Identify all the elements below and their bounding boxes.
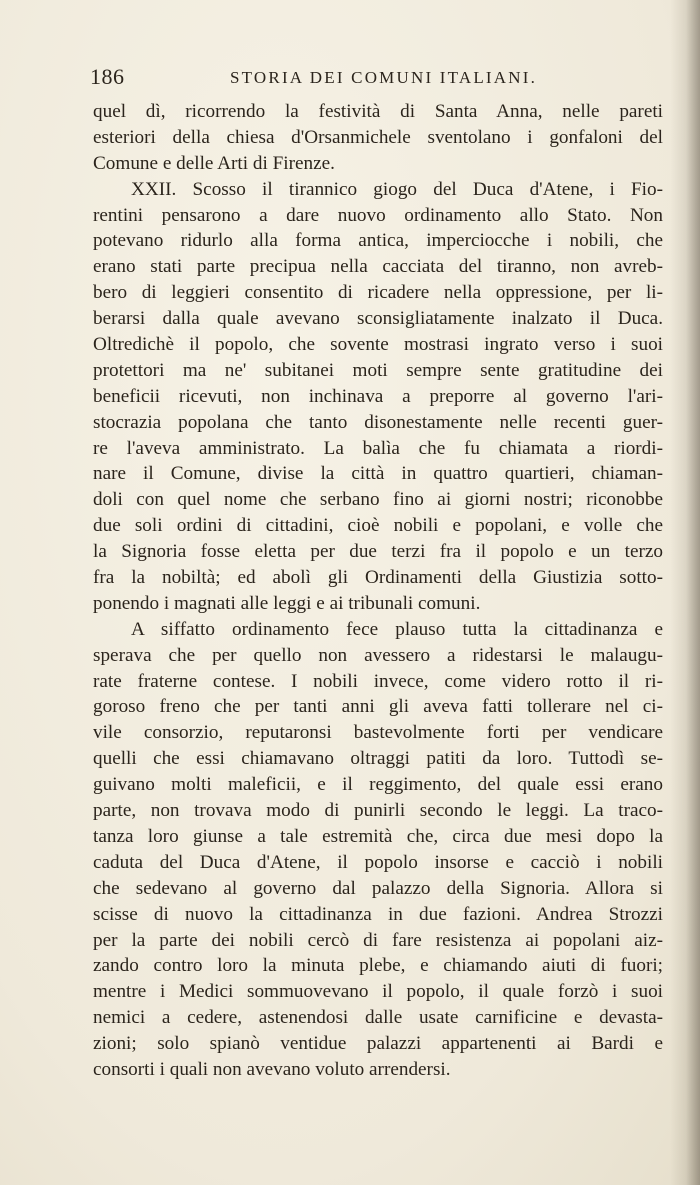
- running-head: [90, 64, 660, 94]
- text-line: guivano molti maleficii, e il reggimento, del quale essi erano: [93, 774, 663, 796]
- text-line: potevano ridurlo alla forma antica, imperciocche i nobili, che: [93, 230, 663, 252]
- text-line: la Signoria fosse eletta per due terzi fra il popolo e un terzo: [93, 541, 663, 563]
- text-line: Comune e delle Arti di Firenze.: [93, 152, 335, 174]
- text-line: berarsi dalla quale avevano sconsigliatamente inalzato il Duca.: [93, 308, 663, 330]
- text-line: stocrazia popolana che tanto disonestamente nelle recenti guer-: [93, 411, 663, 433]
- text-line: vile consorzio, reputaronsi bastevolmente forti per vendicare: [93, 722, 663, 744]
- text-line: quel dì, ricorrendo la festività di Santa Anna, nelle pareti: [93, 101, 663, 122]
- text-line: parte, non trovava modo di punirli secondo le leggi. La traco-: [93, 800, 663, 822]
- text-line: beneficii ricevuti, non inchinava a preporre al governo l'ari-: [93, 385, 663, 407]
- text-line: goroso freno che per tanti anni gli aveva fatti tollerare nel ci-: [93, 696, 663, 718]
- text-line: zando contro loro la minuta plebe, e chiamando aiuti di fuori;: [93, 955, 663, 977]
- text-line: esteriori della chiesa d'Orsanmichele sventolano i gonfaloni del: [93, 126, 663, 148]
- page-number: 186: [90, 64, 125, 89]
- text-line: XXII. Scosso il tirannico giogo del Duca d'Atene, i Fio-: [131, 178, 663, 200]
- text-line: erano stati parte precipua nella cacciata del tiranno, non avreb-: [93, 256, 663, 278]
- text-line: consorti i quali non avevano voluto arrendersi.: [93, 1058, 451, 1080]
- running-title: STORIA DEI COMUNI ITALIANI.: [230, 68, 538, 87]
- text-line: fra la nobiltà; ed abolì gli Ordinamenti della Giustizia sotto-: [93, 567, 663, 589]
- text-line: sperava che per quello non avessero a ridestarsi le malaugu-: [93, 644, 663, 666]
- text-line: scisse di nuovo la cittadinanza in due fazioni. Andrea Strozzi: [93, 903, 663, 925]
- text-line: A siffatto ordinamento fece plauso tutta la cittadinanza e: [131, 618, 663, 640]
- text-line: caduta del Duca d'Atene, il popolo insorse e cacciò i nobili: [93, 851, 663, 873]
- text-line: Oltredichè il popolo, che sovente mostrasi ingrato verso i suoi: [93, 334, 663, 356]
- text-line: due soli ordini di cittadini, cioè nobili e popolani, e volle che: [93, 515, 663, 537]
- text-line: tanza loro giunse a tale estremità che, circa due mesi dopo la: [93, 825, 663, 847]
- text-line: rate fraterne contese. I nobili invece, come videro rotto il ri-: [93, 670, 663, 692]
- body-text: [93, 99, 663, 1083]
- text-line: nemici a cedere, astenendosi dalle usate carnificine e devasta-: [93, 1007, 663, 1029]
- text-line: mentre i Medici sommuovevano il popolo, il quale forzò i suoi: [93, 981, 663, 1003]
- text-line: nare il Comune, divise la città in quattro quartieri, chiaman-: [93, 463, 663, 485]
- text-line: per la parte dei nobili cercò di fare resistenza ai popolani aiz-: [93, 929, 663, 951]
- text-line: zioni; solo spianò ventidue palazzi appartenenti ai Bardi e: [93, 1033, 663, 1055]
- text-line: che sedevano al governo dal palazzo della Signoria. Allora si: [93, 877, 663, 899]
- text-line: quelli che essi chiamavano oltraggi patiti da loro. Tuttodì se-: [93, 748, 663, 770]
- text-line: ponendo i magnati alle leggi e ai tribunali comuni.: [93, 592, 481, 614]
- page-edge-shadow: [686, 0, 700, 1185]
- text-line: rentini pensarono a dare nuovo ordinamento allo Stato. Non: [93, 204, 663, 226]
- text-line: bero di leggieri consentito di ricadere nella oppressione, per li-: [93, 282, 663, 304]
- text-line: doli con quel nome che serbano fino ai giorni nostri; riconobbe: [93, 489, 663, 511]
- text-line: re l'aveva amministrato. La balìa che fu chiamata a riordi-: [93, 437, 663, 459]
- text-line: protettori ma ne' subitanei moti sempre sente gratitudine dei: [93, 359, 663, 381]
